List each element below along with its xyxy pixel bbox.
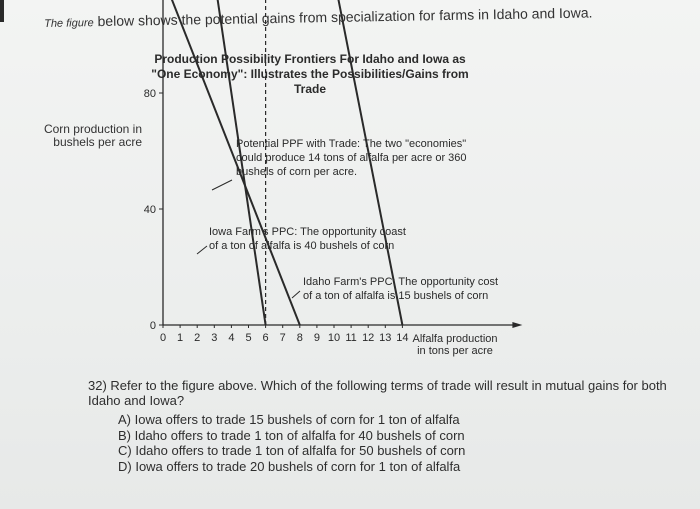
iowa-pointer xyxy=(197,246,207,254)
x-tick-label: 10 xyxy=(327,332,341,344)
x-tick-label: 7 xyxy=(279,332,286,344)
x-tick-label: 4 xyxy=(228,332,235,344)
intro-body: below shows the potential gains from specialization for farms in Idaho and Iowa. xyxy=(93,4,593,30)
x-axis-arrow xyxy=(512,322,522,328)
x-tick-label: 6 xyxy=(262,332,269,344)
x-axis-label: Alfalfa production xyxy=(412,333,498,345)
x-tick-label: 3 xyxy=(211,332,218,344)
annotation-iowa-ppc: Iowa Farm's PPC: The opportunity coast xyxy=(209,226,406,238)
y-tick-label: 0 xyxy=(149,320,156,332)
x-tick-label: 14 xyxy=(396,332,409,344)
answer-options xyxy=(118,412,688,474)
question-text: 32) Refer to the figure above. Which of the following terms of trade will result in mutual gains for both Idaho and Iowa? xyxy=(88,378,667,408)
option-a[interactable]: A) Iowa offers to trade 15 bushels of corn for 1 ton of alfalfa xyxy=(118,412,460,427)
x-tick-label: 2 xyxy=(194,332,201,344)
potential-pointer xyxy=(212,180,232,190)
y-axis-label: Corn production in bushels per acre xyxy=(43,122,142,149)
x-tick-label: 8 xyxy=(296,332,303,344)
x-tick-label: 13 xyxy=(379,332,392,344)
question-block xyxy=(88,378,688,474)
y-tick-label: 80 xyxy=(143,88,156,100)
annotation-potential-ppf: Potential PPF with Trade: The two "economies" xyxy=(236,138,467,150)
annotation-idaho-ppc: Idaho Farm's PPC: The opportunity cost xyxy=(303,276,499,288)
x-tick-label: 12 xyxy=(362,332,375,344)
x-tick-label: 1 xyxy=(177,332,184,344)
y-tick-label: 40 xyxy=(143,204,156,216)
option-b[interactable]: B) Idaho offers to trade 1 ton of alfalfa for 40 bushels of corn xyxy=(118,427,465,443)
annotation-potential-ppf: bushels of corn per acre. xyxy=(236,166,358,178)
x-tick-label: 5 xyxy=(245,332,252,344)
idaho-pointer xyxy=(292,291,300,298)
intro-lead: The figure xyxy=(44,17,94,30)
x-axis-label: in tons per acre xyxy=(417,345,493,357)
x-tick-label: 11 xyxy=(345,332,357,344)
option-c[interactable]: C) Idaho offers to trade 1 ton of alfalfa for 50 bushels of corn xyxy=(118,443,466,458)
x-tick-label: 0 xyxy=(159,332,167,344)
chart-title: Production Possibility Frontiers For Idaho and Iowa as "One Economy": Illustrates the Possibilities/Gains from Trade xyxy=(151,52,469,96)
x-tick-label: 9 xyxy=(313,332,320,344)
annotation-iowa-ppc: of a ton of alfalfa is 40 bushels of corn xyxy=(209,240,395,252)
annotation-idaho-ppc: of a ton of alfalfa is 15 bushels of corn xyxy=(303,290,489,302)
annotation-potential-ppf: could produce 14 tons of alfalfa per acre or 360 xyxy=(236,152,467,164)
option-d[interactable]: D) Iowa offers to trade 20 bushels of corn for 1 ton of alfalfa xyxy=(118,458,461,474)
